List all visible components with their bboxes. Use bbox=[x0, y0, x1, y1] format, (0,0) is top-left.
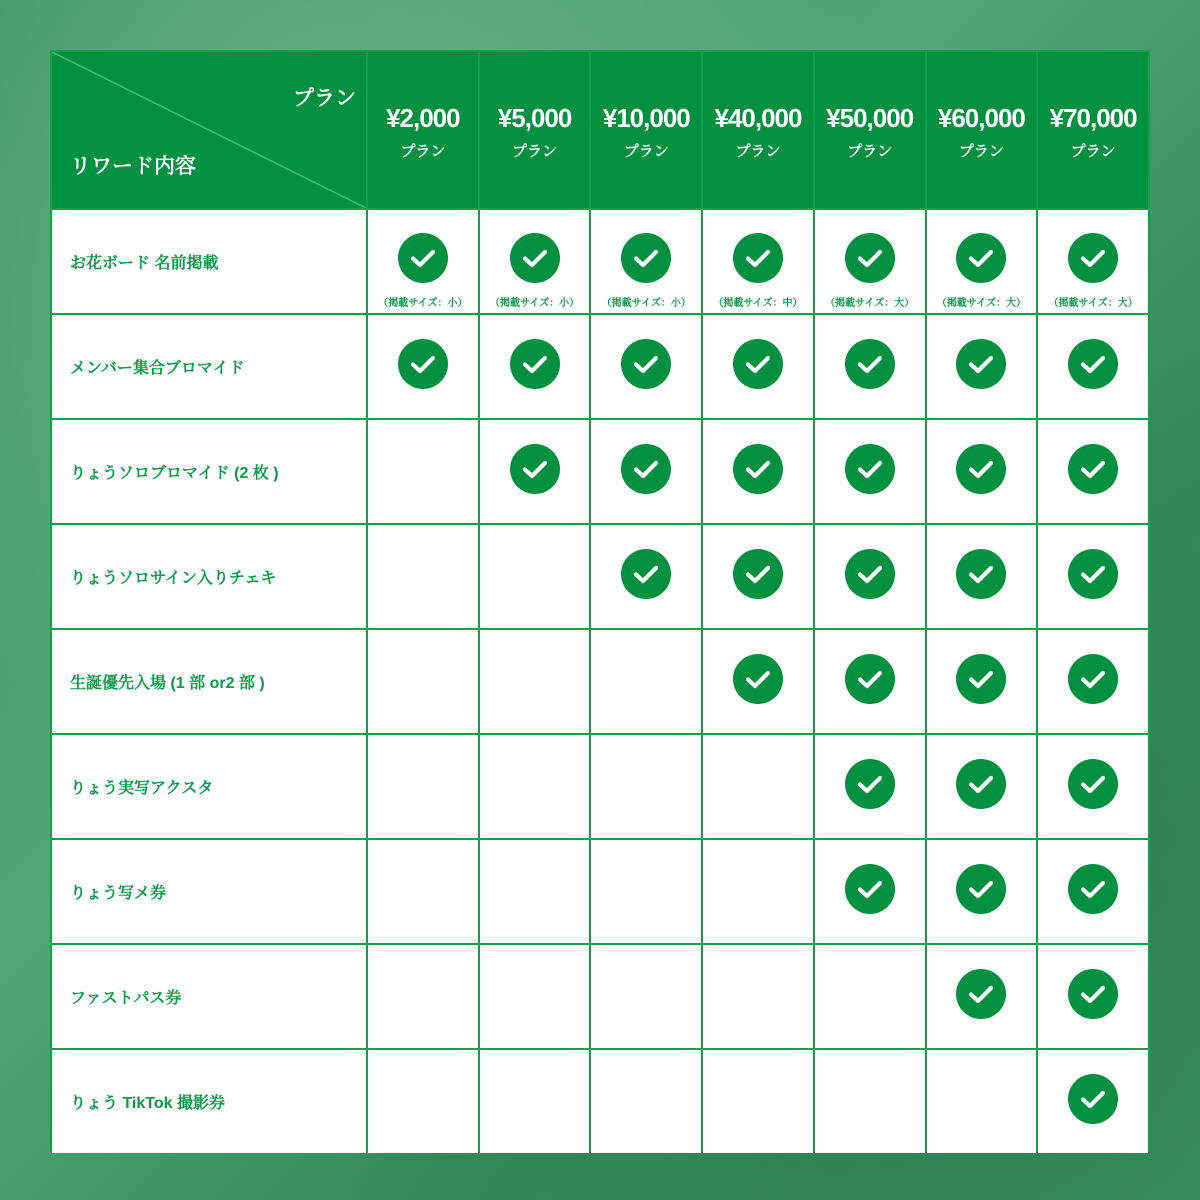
plan-cell bbox=[927, 210, 1037, 313]
plan-unit: プラン bbox=[512, 143, 558, 160]
check-circle-icon bbox=[956, 864, 1006, 914]
check-circle-icon bbox=[1068, 233, 1118, 283]
plan-price: ¥5,000 bbox=[497, 103, 572, 133]
plan-cell bbox=[815, 1050, 925, 1153]
check-circle-icon bbox=[621, 339, 671, 389]
reward-axis-label: リワード内容 bbox=[70, 155, 196, 178]
plan-cell bbox=[1038, 210, 1148, 313]
plan-cell bbox=[703, 210, 813, 313]
plan-cell bbox=[1038, 1050, 1148, 1153]
reward-label: りょう実写アクスタ bbox=[52, 735, 366, 838]
plan-cell bbox=[480, 945, 590, 1048]
plan-cell bbox=[591, 210, 701, 313]
reward-label: ファストパス券 bbox=[52, 945, 366, 1048]
rewards-table-frame bbox=[50, 50, 1150, 1152]
plan-header-0 bbox=[368, 52, 478, 208]
plan-cell bbox=[480, 840, 590, 943]
check-circle-icon bbox=[845, 759, 895, 809]
plan-cell bbox=[815, 735, 925, 838]
plan-cell bbox=[1038, 315, 1148, 418]
rewards-table bbox=[50, 50, 1150, 1155]
plan-cell bbox=[703, 630, 813, 733]
plan-cell bbox=[591, 735, 701, 838]
plan-cell bbox=[591, 315, 701, 418]
plan-cell bbox=[927, 735, 1037, 838]
reward-row bbox=[52, 630, 1148, 733]
check-circle-icon bbox=[733, 654, 783, 704]
plan-cell bbox=[480, 1050, 590, 1153]
plan-cell bbox=[591, 525, 701, 628]
plan-cell bbox=[480, 525, 590, 628]
plan-cell bbox=[480, 210, 590, 313]
plan-cell bbox=[815, 525, 925, 628]
plan-cell bbox=[591, 1050, 701, 1153]
check-circle-icon bbox=[956, 444, 1006, 494]
reward-row bbox=[52, 1050, 1148, 1153]
plan-cell bbox=[815, 420, 925, 523]
check-circle-icon bbox=[956, 654, 1006, 704]
plan-cell bbox=[368, 315, 478, 418]
check-circle-icon bbox=[398, 339, 448, 389]
check-circle-icon bbox=[733, 339, 783, 389]
plan-header-5 bbox=[927, 52, 1037, 208]
check-circle-icon bbox=[1068, 864, 1118, 914]
plan-header-2 bbox=[591, 52, 701, 208]
size-note: （掲載サイズ：大） bbox=[936, 297, 1026, 309]
size-note: （掲載サイズ：小） bbox=[489, 297, 580, 309]
plan-header-row bbox=[52, 52, 1148, 208]
plan-cell bbox=[368, 420, 478, 523]
plan-cell bbox=[591, 630, 701, 733]
plan-cell bbox=[927, 630, 1037, 733]
plan-cell bbox=[703, 945, 813, 1048]
check-circle-icon bbox=[845, 549, 895, 599]
plan-cell bbox=[703, 735, 813, 838]
plan-cell bbox=[927, 525, 1037, 628]
plan-unit: プラン bbox=[958, 143, 1004, 160]
check-circle-icon bbox=[510, 233, 560, 283]
plan-cell bbox=[703, 1050, 813, 1153]
plan-cell bbox=[591, 840, 701, 943]
size-note: （掲載サイズ：小） bbox=[378, 297, 468, 309]
check-circle-icon bbox=[621, 233, 671, 283]
plan-price: ¥50,000 bbox=[826, 103, 914, 133]
reward-row bbox=[52, 420, 1148, 523]
check-circle-icon bbox=[1068, 654, 1118, 704]
check-circle-icon bbox=[733, 444, 783, 494]
plan-cell bbox=[815, 210, 925, 313]
check-circle-icon bbox=[956, 549, 1006, 599]
plan-cell bbox=[815, 630, 925, 733]
plan-cell bbox=[703, 525, 813, 628]
check-circle-icon bbox=[956, 339, 1006, 389]
plan-cell bbox=[1038, 735, 1148, 838]
plan-cell bbox=[927, 840, 1037, 943]
check-circle-icon bbox=[398, 233, 448, 283]
reward-label: 生誕優先入場 (1 部 or2 部 ) bbox=[52, 630, 366, 733]
check-circle-icon bbox=[845, 339, 895, 389]
plan-unit: プラン bbox=[735, 143, 781, 160]
reward-row bbox=[52, 945, 1148, 1048]
check-circle-icon bbox=[733, 549, 783, 599]
reward-label: りょう写メ券 bbox=[52, 840, 366, 943]
check-circle-icon bbox=[1068, 1074, 1118, 1124]
plan-cell bbox=[1038, 840, 1148, 943]
plan-cell bbox=[815, 840, 925, 943]
plan-cell bbox=[480, 630, 590, 733]
plan-header-6 bbox=[1038, 52, 1148, 208]
reward-row bbox=[52, 735, 1148, 838]
check-circle-icon bbox=[956, 759, 1006, 809]
check-circle-icon bbox=[845, 444, 895, 494]
check-circle-icon bbox=[956, 233, 1006, 283]
reward-row bbox=[52, 210, 1148, 313]
check-circle-icon bbox=[956, 969, 1006, 1019]
plan-price: ¥70,000 bbox=[1049, 103, 1137, 133]
plan-unit: プラン bbox=[1070, 143, 1116, 160]
reward-row bbox=[52, 315, 1148, 418]
check-circle-icon bbox=[1068, 969, 1118, 1019]
plan-cell bbox=[591, 945, 701, 1048]
check-circle-icon bbox=[1068, 444, 1118, 494]
plan-cell bbox=[368, 210, 478, 313]
corner-header bbox=[52, 52, 366, 208]
check-circle-icon bbox=[1068, 549, 1118, 599]
size-note: （掲載サイズ：小） bbox=[601, 297, 691, 309]
plan-cell bbox=[927, 1050, 1037, 1153]
plan-cell bbox=[591, 420, 701, 523]
plan-cell bbox=[815, 945, 925, 1048]
plan-cell bbox=[927, 945, 1037, 1048]
plan-cell bbox=[1038, 420, 1148, 523]
plan-price: ¥60,000 bbox=[937, 103, 1025, 133]
check-circle-icon bbox=[845, 654, 895, 704]
check-circle-icon bbox=[845, 233, 895, 283]
reward-label: りょう TikTok 撮影券 bbox=[52, 1050, 366, 1153]
plan-cell bbox=[1038, 525, 1148, 628]
plan-cell bbox=[1038, 630, 1148, 733]
plan-cell bbox=[703, 315, 813, 418]
plan-cell bbox=[1038, 945, 1148, 1048]
size-note: （掲載サイズ：大） bbox=[825, 297, 915, 309]
check-circle-icon bbox=[510, 444, 560, 494]
check-circle-icon bbox=[845, 864, 895, 914]
plan-unit: プラン bbox=[847, 143, 893, 160]
size-note: （掲載サイズ：大） bbox=[1048, 297, 1138, 309]
plan-cell bbox=[368, 945, 478, 1048]
reward-label: メンバー集合ブロマイド bbox=[52, 315, 366, 418]
plan-cell bbox=[368, 735, 478, 838]
plan-cell bbox=[703, 840, 813, 943]
plan-cell bbox=[927, 315, 1037, 418]
plan-unit: プラン bbox=[400, 143, 446, 160]
check-circle-icon bbox=[621, 549, 671, 599]
check-circle-icon bbox=[1068, 759, 1118, 809]
plan-cell bbox=[703, 420, 813, 523]
reward-row bbox=[52, 525, 1148, 628]
diagonal-divider bbox=[52, 52, 366, 208]
plan-cell bbox=[368, 840, 478, 943]
plan-price: ¥40,000 bbox=[714, 103, 802, 133]
plan-header-1 bbox=[480, 52, 590, 208]
plan-cell bbox=[480, 735, 590, 838]
check-circle-icon bbox=[1068, 339, 1118, 389]
plan-cell bbox=[815, 315, 925, 418]
check-circle-icon bbox=[621, 444, 671, 494]
check-circle-icon bbox=[510, 339, 560, 389]
reward-row bbox=[52, 840, 1148, 943]
plan-price: ¥2,000 bbox=[386, 103, 460, 133]
plan-price: ¥10,000 bbox=[602, 103, 690, 133]
reward-label: りょうソロサイン入りチェキ bbox=[52, 525, 366, 628]
check-circle-icon bbox=[733, 233, 783, 283]
size-note: （掲載サイズ：中） bbox=[713, 297, 803, 309]
plan-cell bbox=[368, 1050, 478, 1153]
plan-cell bbox=[927, 420, 1037, 523]
plan-cell bbox=[480, 420, 590, 523]
plan-cell bbox=[368, 525, 478, 628]
plan-cell bbox=[368, 630, 478, 733]
reward-label: りょうソロブロマイド (2 枚 ) bbox=[52, 420, 366, 523]
reward-label: お花ボード 名前掲載 bbox=[52, 210, 366, 313]
plan-header-4 bbox=[815, 52, 925, 208]
plan-unit: プラン bbox=[623, 143, 669, 160]
reward-rows bbox=[52, 210, 1148, 1153]
plan-header-3 bbox=[703, 52, 813, 208]
plan-axis-label: プラン bbox=[293, 87, 356, 110]
plan-cell bbox=[480, 315, 590, 418]
